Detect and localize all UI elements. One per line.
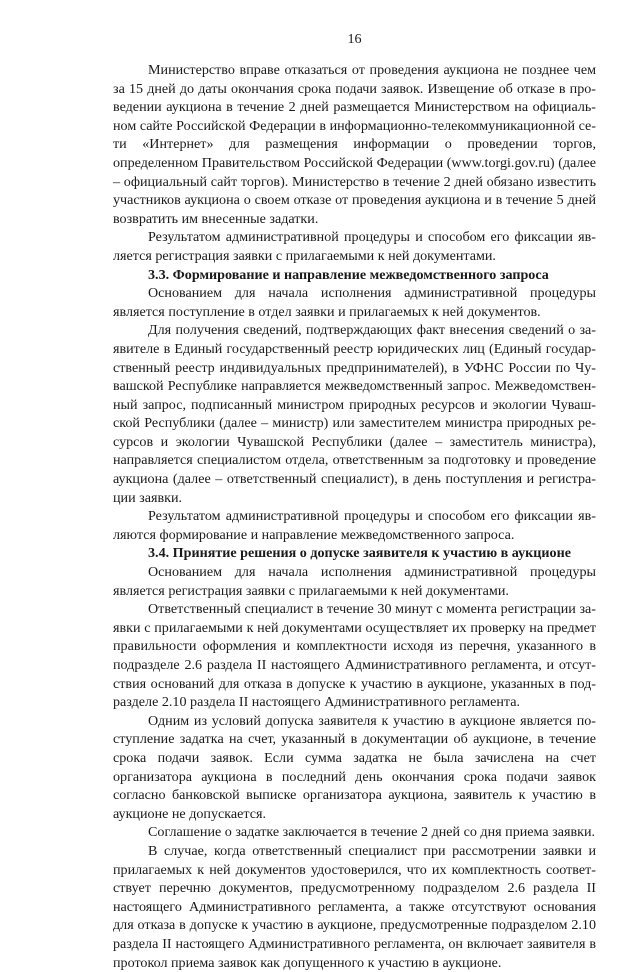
page-number: 16 [347, 31, 362, 47]
paragraph-result-registration: Результатом административной процедуры и способом его фиксации является регистрация заявки с прилагаемыми к ней документами. [113, 229, 596, 264]
section-heading-3-3: 3.3. Формирование и направление межведомственного запроса [148, 266, 549, 283]
section-heading-3-4: 3.4. Принятие решения о допуске заявителя к участию в аукционе [148, 545, 571, 562]
document-body [113, 61, 596, 972]
paragraph-result-request: Результатом административной процедуры и способом его фиксации являются формирование и направление межведомственного запроса. [113, 508, 596, 543]
paragraph-basis-receipt: Основанием для начала исполнения административной процедуры является поступление в отдел заявки и прилагаемых к ней документов. [113, 285, 596, 320]
paragraph-interagency-request: Для получения сведений, подтверждающих факт внесения сведений о заявителе в Единый государственный реестр юридических лиц (Единый государственный реестр индивидуальных предпринимателей), в УФНС России по Чувашской Республике направляется межведомственный запрос. Межведомственный запрос, подписанный министром природных ресурсов и экологии Чувашской Республики (далее – министр) или заместителем министра природных ресурсов и экологии Чувашской Республики (далее – заместитель министра), направляется специалистом отдела, ответственным за подготовку и проведение аукциона (далее – ответственный специалист), в день поступления и регистрации заявки. [113, 322, 596, 506]
paragraph-deposit-condition: Одним из условий допуска заявителя к участию в аукционе является поступление задатка на счет, указанный в документации об аукционе, в течение срока подачи заявок. Если сумма задатка не была зачислена на счет организатора аукциона в последний день окончания срока подачи заявок согласно банковской выписке организатора аукциона, заявитель к участию в аукционе не допускается. [113, 712, 596, 822]
paragraph-specialist-check: Ответственный специалист в течение 30 минут с момента регистрации заявки с прилагаемыми к ней документами осуществляет их проверку на предмет правильности оформления и комплектности исходя из перечня, указанного в подразделе 2.6 раздела II настоящего Административного регламента, и отсутствия оснований для отказа в допуске к участию в аукционе, указанных в подразделе 2.10 раздела II настоящего Административного регламента. [113, 601, 596, 711]
paragraph-auction-refusal: Министерство вправе отказаться от проведения аукциона не позднее чем за 15 дней до даты окончания срока подачи заявок. Извещение об отказе в проведении аукциона в течение 2 дней размещается Министерством на официальном сайте Российской Федерации в информационно-телекоммуникационной сети «Интернет» для размещения информации о проведении торгов, определенном Правительством Российской Федерации (www.torgi.gov.ru) (далее – официальный сайт торгов). Министерство в течение 2 дней обязано известить участников аукциона о своем отказе от проведения аукциона и в течение 5 дней возвратить им внесенные задатки. [113, 62, 596, 227]
paragraph-admission-protocol: В случае, когда ответственный специалист при рассмотрении заявки и прилагаемых к ней документов удостоверился, что их комплектность соответствует перечню документов, предусмотренному подразделом 2.6 раздела II настоящего Административного регламента, а также отсутствуют основания для отказа в допуске к участию в аукционе, предусмотренные подразделом 2.10 раздела II настоящего Административного регламента, он включает заявителя в протокол приема заявок как допущенного к участию в аукционе. [113, 842, 596, 971]
paragraph-deposit-agreement: Соглашение о задатке заключается в течение 2 дней со дня приема заявки. [148, 824, 596, 841]
paragraph-basis-registration: Основанием для начала исполнения административной процедуры является регистрация заявки с прилагаемыми к ней документами. [113, 564, 596, 599]
